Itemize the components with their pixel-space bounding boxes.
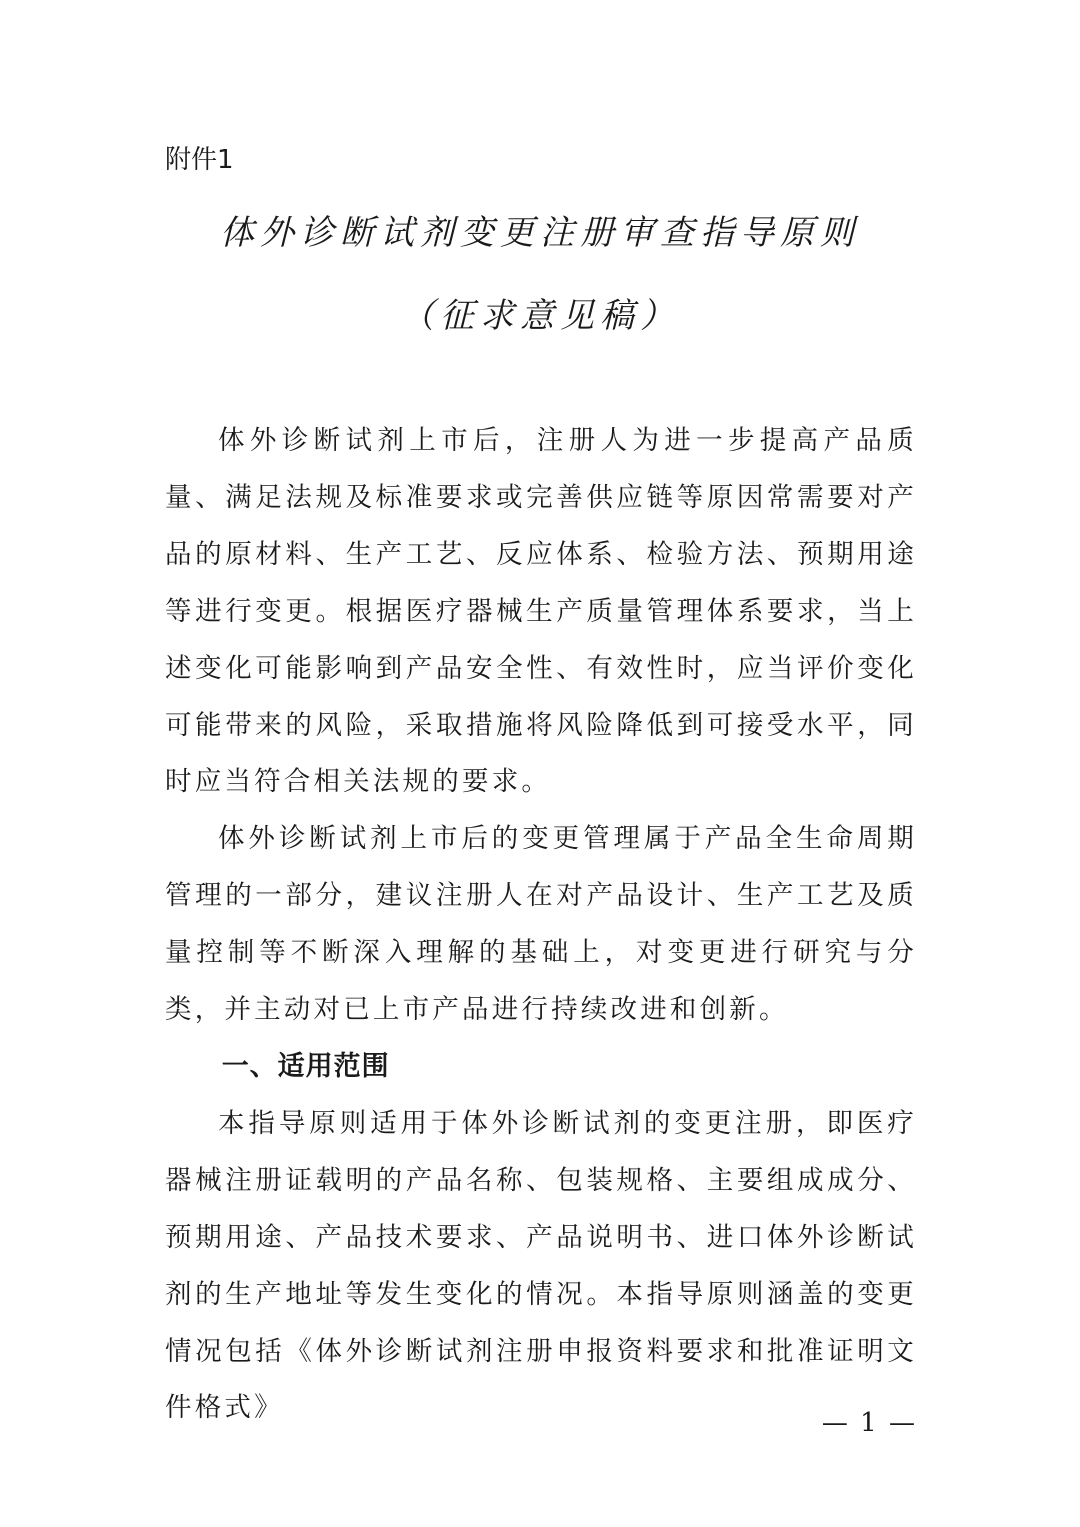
document-body [165,413,917,1437]
body-paragraph-1: 体外诊断试剂上市后，注册人为进一步提高产品质量、满足法规及标准要求或完善供应链等原因常需要对产品的原材料、生产工艺、反应体系、检验方法、预期用途等进行变更。根据医疗器械生产质量管理体系要求，当上述变化可能影响到产品安全性、有效性时，应当评价变化可能带来的风险，采取措施将风险降低到可接受水平，同时应当符合相关法规的要求。 [165,425,917,798]
section-paragraph-scope: 本指导原则适用于体外诊断试剂的变更注册，即医疗器械注册证载明的产品名称、包装规格、主要组成成分、预期用途、产品技术要求、产品说明书、进口体外诊断试剂的生产地址等发生变化的情况。本指导原则涵盖的变更情况包括《体外诊断试剂注册申报资料要求和批准证明文件格式》 [165,1107,917,1424]
document-subtitle: （征求意见稿） [400,296,680,336]
page-number: — 1 — [821,1408,917,1438]
section-heading-scope: 一、适用范围 [221,1050,390,1082]
document-title: 体外诊断试剂变更注册审查指导原则 [220,213,860,253]
body-paragraph-2: 体外诊断试剂上市后的变更管理属于产品全生命周期管理的一部分，建议注册人在对产品设计、生产工艺及质量控制等不断深入理解的基础上，对变更进行研究与分类，并主动对已上市产品进行持续改进和创新。 [165,823,917,1026]
attachment-label: 附件1 [165,145,234,175]
